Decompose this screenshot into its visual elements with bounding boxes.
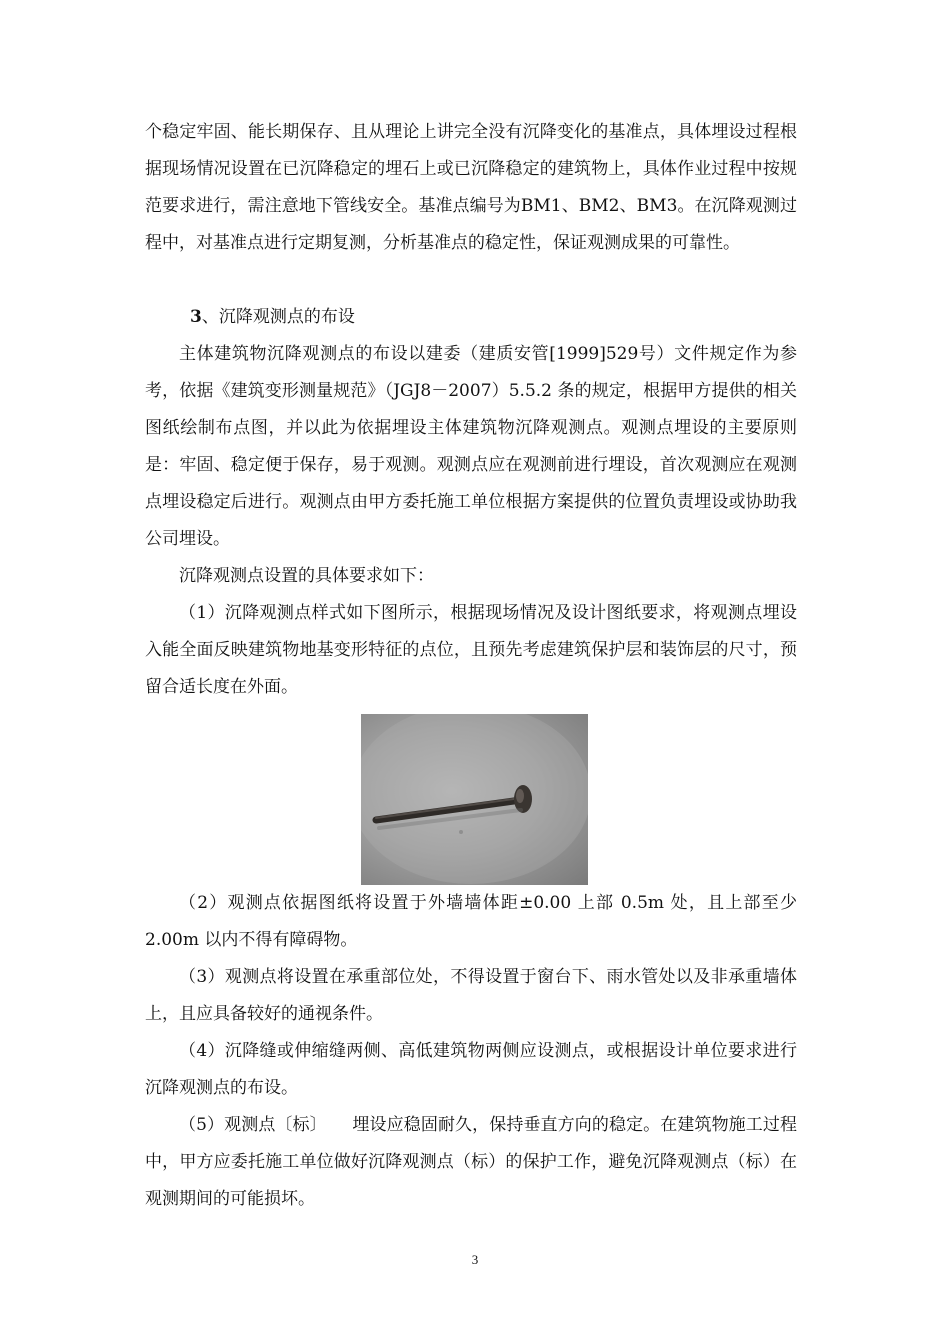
section-title: 、沉降观测点的布设 bbox=[201, 307, 355, 327]
section-heading bbox=[190, 299, 355, 336]
page-number: 3 bbox=[471, 1252, 479, 1267]
paragraph-requirement-1: （1）沉降观测点样式如下图所示，根据现场情况及设计图纸要求，将观测点埋设入能全面反映建筑物地基变形特征的点位，且预先考虑建筑保护层和装饰层的尺寸，预留合适长度在外面。 bbox=[145, 603, 797, 697]
paragraph-benchmark-points: 个稳定牢固、能长期保存、且从理论上讲完全没有沉降变化的基准点，具体埋设过程根据现场情况设置在已沉降稳定的埋石上或已沉降稳定的建筑物上，具体作业过程中按规范要求进行，需注意地下管线安全。基准点编号为BM1、BM2、BM3。在沉降观测过程中，对基准点进行定期复测，分析基准点的稳定性，保证观测成果的可靠性。 bbox=[145, 122, 797, 253]
settlement-bolt-photo bbox=[361, 714, 588, 885]
paragraph-requirement-5: （5）观测点〔标〕 埋设应稳固耐久，保持垂直方向的稳定。在建筑物施工过程中，甲方应委托施工单位做好沉降观测点（标）的保护工作，避免沉降观测点（标）在观测期间的可能损坏。 bbox=[145, 1115, 797, 1209]
paragraph-requirement-4: （4）沉降缝或伸缩缝两侧、高低建筑物两侧应设测点，或根据设计单位要求进行沉降观测点的布设。 bbox=[145, 1041, 797, 1098]
paragraph-requirements-intro: 沉降观测点设置的具体要求如下： bbox=[179, 566, 434, 586]
paragraph-requirement-2: （2）观测点依据图纸将设置于外墙墙体距±0.00 上部 0.5m 处，且上部至少 2.00m 以内不得有障碍物。 bbox=[145, 893, 797, 950]
paragraph-layout-basis: 主体建筑物沉降观测点的布设以建委（建质安管[1999]529号）文件规定作为参考，依据《建筑变形测量规范》（JGJ8－2007）5.5.2 条的规定，根据甲方提供的相关图纸绘制布点图，并以此为依据埋设主体建筑物沉降观测点。观测点埋设的主要原则是：牢固、稳定便于保存，易于观测。观测点应在观测前进行埋设，首次观测应在观测点埋设稳定后进行。观测点由甲方委托施工单位根据方案提供的位置负责埋设或协助我公司埋设。 bbox=[145, 344, 797, 549]
bolt-image bbox=[361, 714, 588, 885]
paragraph-requirement-3: （3）观测点将设置在承重部位处，不得设置于窗台下、雨水管处以及非承重墙体上，且应具备较好的通视条件。 bbox=[145, 967, 797, 1024]
section-number: 3 bbox=[190, 307, 202, 327]
